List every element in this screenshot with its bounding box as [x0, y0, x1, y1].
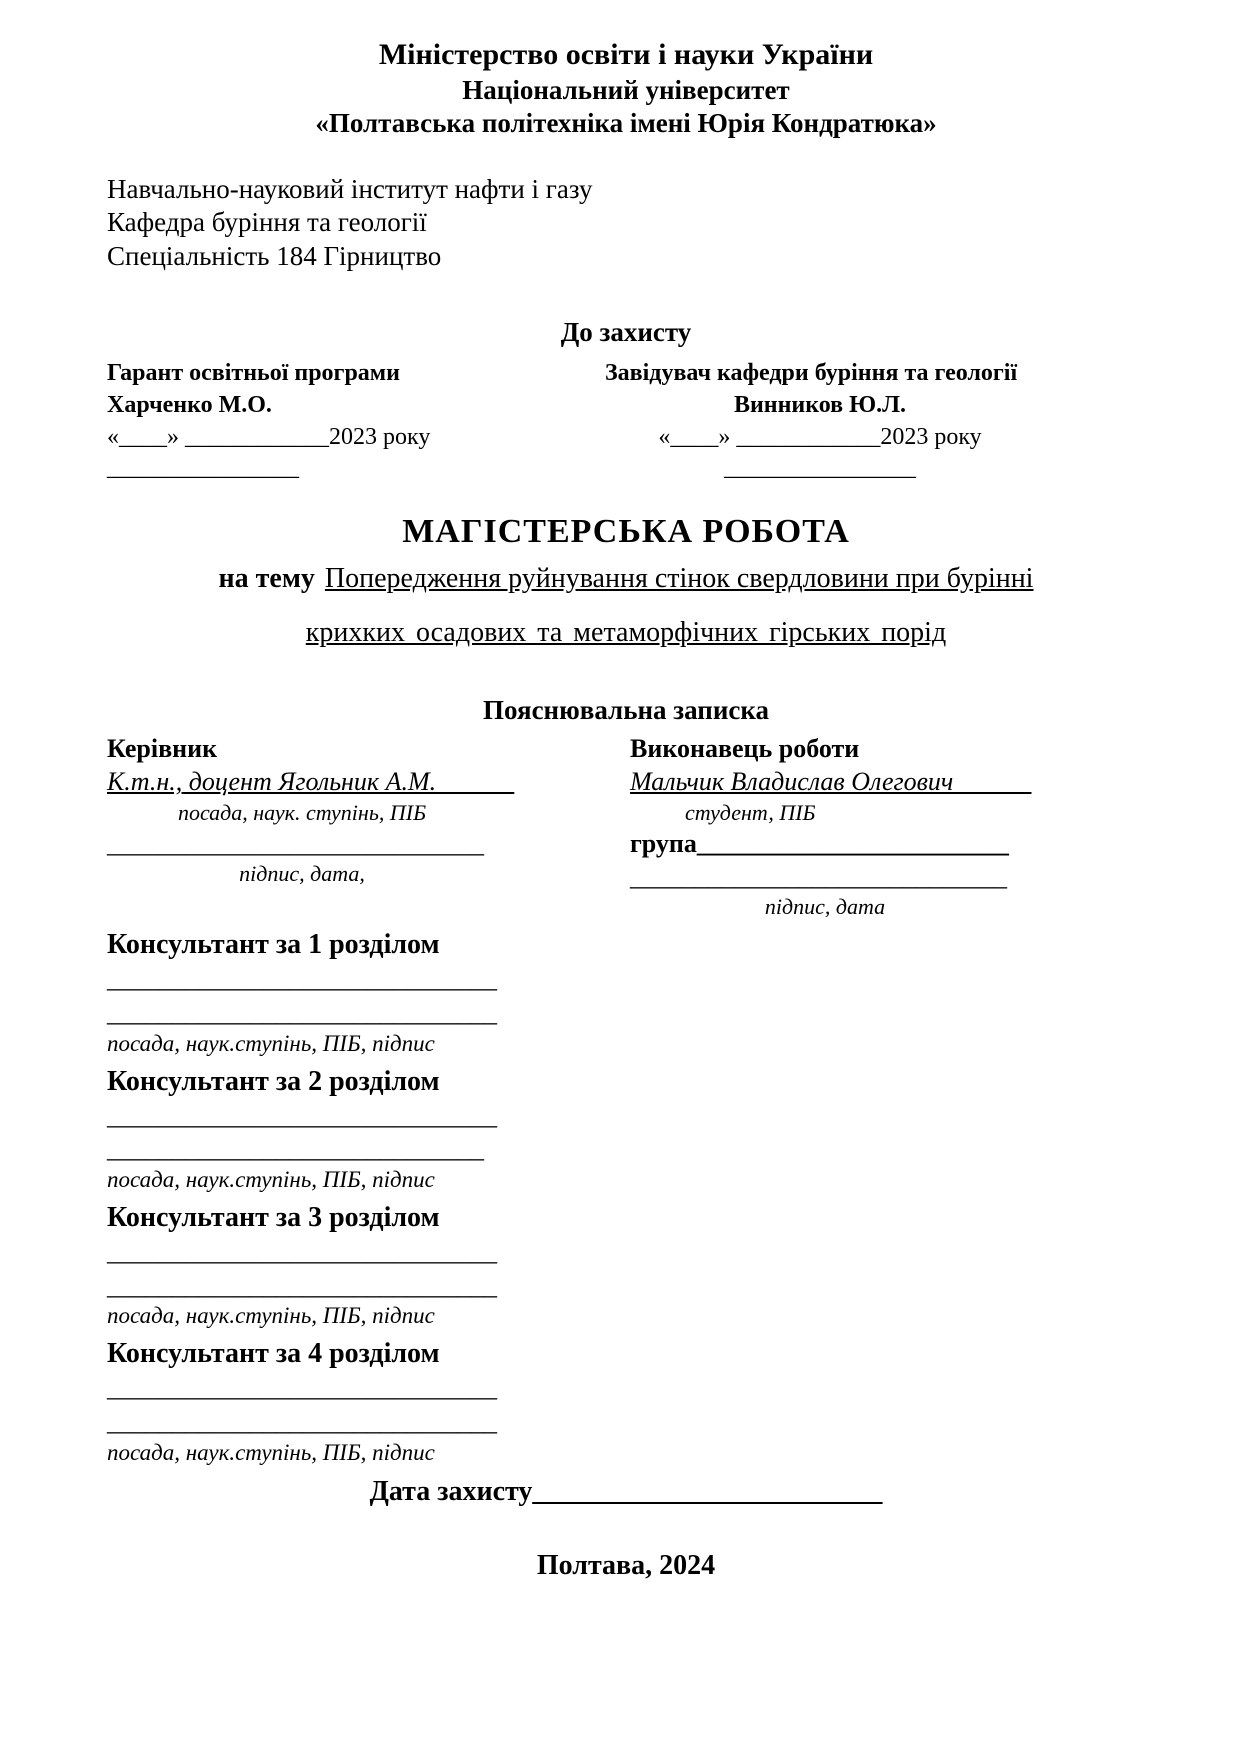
- department-head-signature-line: ________________: [724, 455, 916, 482]
- city-year: Полтава, 2024: [536, 1550, 716, 1582]
- topic-line-1: [107, 563, 1145, 595]
- defense-date-row: [107, 1476, 1145, 1508]
- consultant-4-caption: посада, наук.ступінь, ПІБ, підпис: [107, 1439, 435, 1465]
- people-block: [107, 732, 1145, 921]
- guarantor-signature-line: ________________: [107, 455, 299, 482]
- consultant-3-caption: посада, наук.ступінь, ПІБ, підпис: [107, 1303, 435, 1329]
- work-title: МАГІСТЕРСЬКА РОБОТА: [402, 513, 850, 551]
- topic-text-line2: крихких осадових та метаморфічних гірських порід: [305, 617, 947, 649]
- consultant-2-block: [107, 1064, 1145, 1194]
- approval-heading: До захисту: [560, 317, 692, 348]
- consultant-3-block: [107, 1200, 1145, 1330]
- university-name-line2: «Полтавська політехніка імені Юрія Кондратюка»: [315, 108, 937, 139]
- department-head-name: Винников Ю.Л.: [733, 392, 907, 419]
- specialty-line: Спеціальність 184 Гірництво: [107, 240, 442, 271]
- executor-caption: студент, ПІБ: [685, 799, 816, 825]
- executor-column: [630, 732, 1040, 921]
- consultant-1-label: Консультант за 1 розділом: [107, 929, 440, 961]
- university-name-line1: Національний університет: [462, 74, 790, 105]
- supervisor-caption: посада, наук. ступінь, ПІБ: [177, 799, 427, 825]
- department-head-date-line: «____» ____________2023 року: [658, 423, 982, 450]
- consultant-2-line2: _____________________________: [107, 1134, 484, 1164]
- defense-date-line: _________________________: [532, 1476, 883, 1508]
- consultant-4-block: [107, 1336, 1145, 1466]
- executor-signature-line: _____________________________: [630, 862, 1007, 892]
- consultant-3-label: Консультант за 3 розділом: [107, 1201, 440, 1233]
- consultant-1-block: [107, 927, 1145, 1057]
- consultant-1-caption: посада, наук.ступінь, ПІБ, підпис: [107, 1031, 435, 1057]
- topic-text-line1: Попередження руйнування стінок свердловини при бурінні: [324, 563, 1034, 595]
- executor-signature-caption: підпис, дата: [764, 894, 886, 920]
- consultant-2-line1: ______________________________: [107, 1100, 497, 1130]
- supervisor-label: Керівник: [107, 734, 218, 764]
- supervisor-name-line: К.т.н., доцент Ягольник А.М.______: [107, 767, 515, 797]
- department-line: Кафедра буріння та геології: [107, 207, 427, 238]
- supervisor-signature-caption: підпис, дата,: [239, 861, 365, 887]
- consultant-2-label: Консультант за 2 розділом: [107, 1065, 440, 1097]
- consultant-1-line2: ______________________________: [107, 998, 497, 1028]
- group-line: ________________________: [696, 828, 1009, 858]
- group-line-row: [630, 827, 1040, 860]
- guarantor-date-line: «____» ____________2023 року: [107, 423, 431, 450]
- topic-label: на тему: [218, 563, 315, 595]
- approval-block: [107, 358, 1145, 485]
- consultant-2-caption: посада, наук.ступінь, ПІБ, підпис: [107, 1167, 435, 1193]
- guarantor-column: [107, 358, 605, 485]
- consultant-4-line2: ______________________________: [107, 1406, 497, 1436]
- group-label: група: [630, 828, 697, 858]
- guarantor-name: Харченко М.О.: [107, 392, 272, 419]
- defense-date-label: Дата захисту: [369, 1476, 533, 1508]
- supervisor-signature-line: _____________________________: [107, 828, 484, 858]
- supervisor-column: [107, 732, 630, 921]
- consultant-3-line2: ______________________________: [107, 1270, 497, 1300]
- consultant-4-line1: ______________________________: [107, 1373, 497, 1403]
- consultant-1-line1: ______________________________: [107, 964, 497, 994]
- executor-name-line: Мальчик Владислав Олегович______: [630, 767, 1032, 797]
- ministry-title: Міністерство освіти і науки України: [378, 38, 874, 71]
- consultant-4-label: Консультант за 4 розділом: [107, 1338, 440, 1370]
- consultant-3-line1: ______________________________: [107, 1236, 497, 1266]
- department-head-role: Завідувач кафедри буріння та геології: [605, 360, 1018, 387]
- explanatory-note-heading: Пояснювальна записка: [482, 695, 770, 726]
- department-head-column: [605, 358, 1035, 485]
- executor-label: Виконавець роботи: [630, 734, 860, 764]
- guarantor-role: Гарант освітньої програми: [107, 360, 400, 387]
- institute-line: Навчально-науковий інститут нафти і газу: [107, 174, 593, 204]
